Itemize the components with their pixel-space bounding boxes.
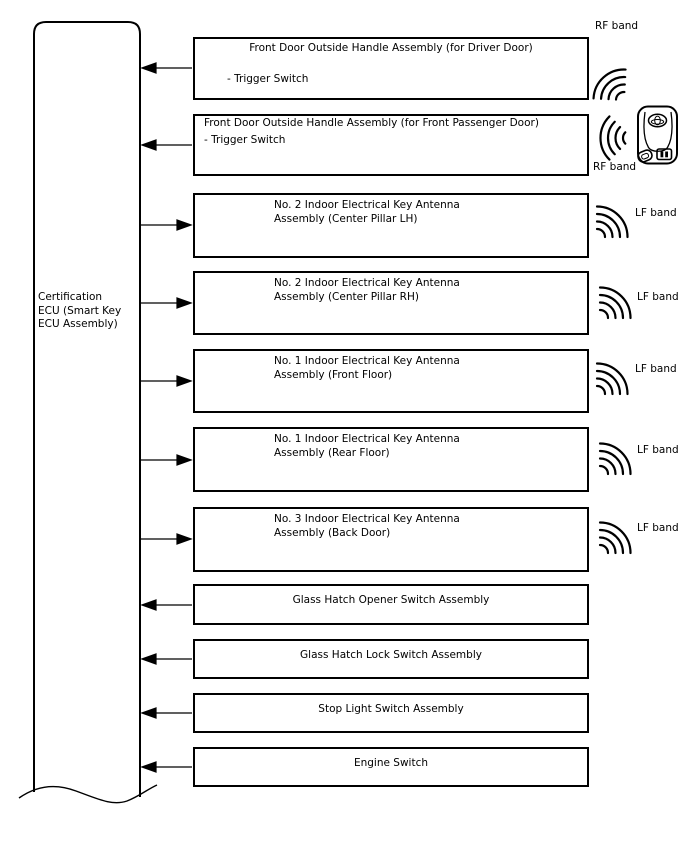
box-title-line1: No. 3 Indoor Electrical Key Antenna	[274, 513, 460, 525]
box-title-line2: Assembly (Rear Floor)	[274, 446, 390, 459]
rf-wave-icon	[600, 116, 625, 159]
ecu-torn-edge	[19, 785, 157, 803]
box-stop-light-switch	[193, 693, 589, 733]
lf-wave-icon	[589, 281, 637, 329]
box-no2-key-antenna-rh	[193, 271, 589, 335]
lf-band-label: LF band	[635, 207, 677, 219]
rf-band-label-bottom: RF band	[593, 161, 637, 173]
lf-band-label: LF band	[637, 444, 679, 456]
box-no1-key-antenna-front-floor	[193, 349, 589, 413]
rf-wave-icon	[588, 63, 637, 110]
box-title-line2: Assembly (Center Pillar LH)	[274, 212, 418, 225]
box-glass-hatch-opener-switch	[193, 584, 589, 625]
box-no1-key-antenna-rear-floor	[193, 427, 589, 492]
box-title-line2: Assembly (Front Floor)	[274, 368, 393, 381]
lf-band-label: LF band	[637, 522, 679, 534]
box-title	[274, 277, 587, 304]
box-title: Glass Hatch Lock Switch Assembly	[300, 649, 482, 661]
lf-wave-icon	[589, 516, 637, 564]
box-title-line1: No. 1 Indoor Electrical Key Antenna	[274, 433, 460, 445]
box-glass-hatch-lock-switch	[193, 639, 589, 679]
lf-band-label: LF band	[635, 363, 677, 375]
box-no3-key-antenna-back-door	[193, 507, 589, 572]
box-title: Stop Light Switch Assembly	[318, 703, 464, 715]
box-title	[274, 355, 587, 382]
smart-key-fob-icon	[637, 107, 677, 164]
ecu-outline	[34, 22, 140, 797]
arrow-from-ecu	[141, 220, 191, 544]
lf-wave-icon	[586, 200, 634, 248]
box-title	[274, 199, 587, 226]
box-no2-key-antenna-lh	[193, 193, 589, 258]
box-title-line1: No. 2 Indoor Electrical Key Antenna	[274, 199, 460, 211]
box-title	[274, 433, 587, 460]
box-detail: - Trigger Switch	[204, 133, 286, 146]
box-title	[274, 513, 587, 540]
box-front-door-handle-passenger	[193, 114, 589, 176]
box-engine-switch	[193, 747, 589, 787]
lf-wave-icon	[586, 357, 634, 405]
box-title: Front Door Outside Handle Assembly (for Driver Door)	[249, 42, 533, 54]
lf-wave-icon	[589, 437, 637, 485]
box-front-door-handle-driver	[193, 37, 589, 100]
ecu-label: Certification ECU (Smart Key ECU Assembly)	[38, 291, 122, 330]
lf-band-label: LF band	[637, 291, 679, 303]
box-detail: - Trigger Switch	[227, 72, 309, 85]
box-title: Glass Hatch Opener Switch Assembly	[292, 594, 490, 606]
box-title: Engine Switch	[353, 757, 429, 769]
box-title-line2: Assembly (Center Pillar RH)	[274, 290, 419, 303]
rf-band-label-top: RF band	[595, 20, 639, 32]
box-title: Front Door Outside Handle Assembly (for Front Passenger Door)	[204, 117, 539, 129]
box-title-line1: No. 1 Indoor Electrical Key Antenna	[274, 355, 460, 367]
box-title-line2: Assembly (Back Door)	[274, 526, 391, 539]
arrow-to-ecu	[142, 63, 192, 772]
box-title-line1: No. 2 Indoor Electrical Key Antenna	[274, 277, 460, 289]
